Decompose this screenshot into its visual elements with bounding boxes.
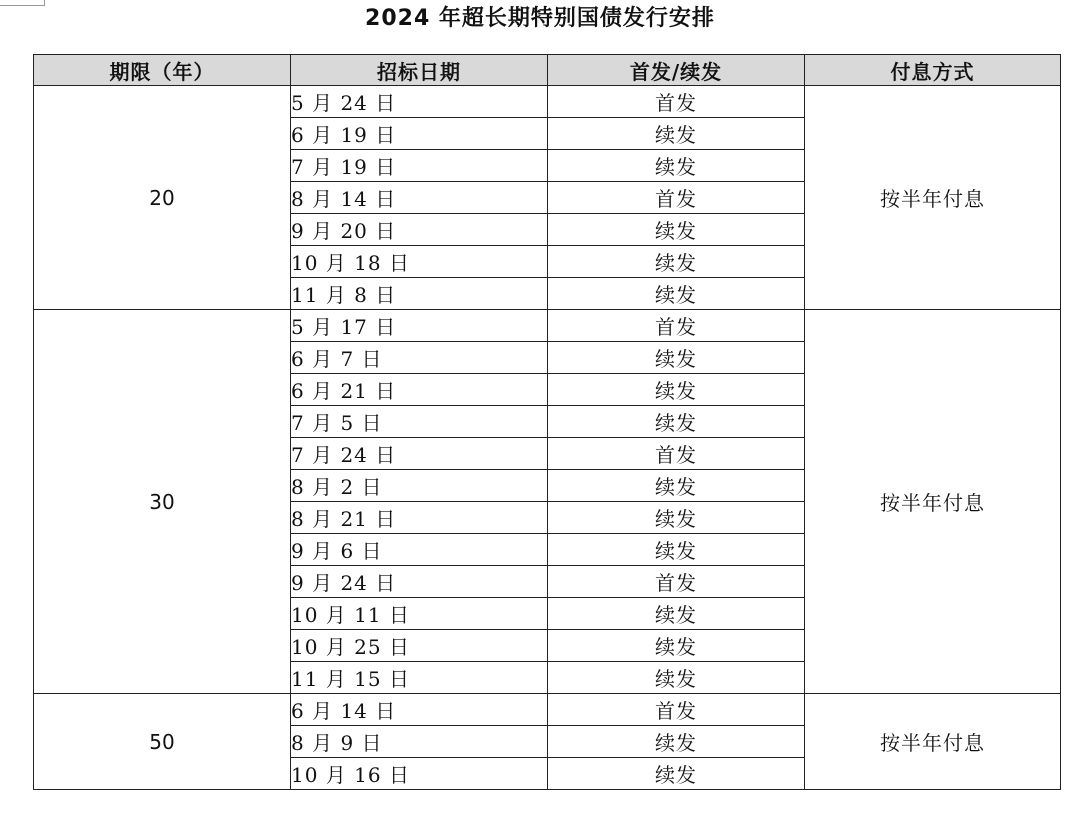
- auction-date-cell: 11 月 8 日: [291, 278, 548, 310]
- header-payment-method: 付息方式: [805, 55, 1061, 86]
- table-row: [34, 310, 1061, 342]
- table-row: [34, 86, 1061, 118]
- auction-date-cell: 10 月 16 日: [291, 758, 548, 790]
- issue-type-cell: 续发: [548, 246, 805, 278]
- payment-method-cell: 按半年付息: [805, 310, 1061, 694]
- auction-date-cell: 8 月 9 日: [291, 726, 548, 758]
- issue-type-cell: 续发: [548, 630, 805, 662]
- issue-type-cell: 首发: [548, 438, 805, 470]
- issue-type-cell: 续发: [548, 278, 805, 310]
- issue-type-cell: 续发: [548, 150, 805, 182]
- table-body: [34, 86, 1061, 790]
- auction-date-cell: 10 月 18 日: [291, 246, 548, 278]
- auction-date-cell: 7 月 24 日: [291, 438, 548, 470]
- issue-type-cell: 续发: [548, 470, 805, 502]
- auction-date-cell: 6 月 19 日: [291, 118, 548, 150]
- term-cell: 20: [34, 86, 291, 310]
- header-auction-date: 招标日期: [291, 55, 548, 86]
- auction-date-cell: 10 月 25 日: [291, 630, 548, 662]
- auction-date-cell: 9 月 24 日: [291, 566, 548, 598]
- auction-date-cell: 7 月 5 日: [291, 406, 548, 438]
- issue-type-cell: 续发: [548, 758, 805, 790]
- table-header-row: [34, 55, 1061, 86]
- issue-type-cell: 续发: [548, 598, 805, 630]
- issue-type-cell: 首发: [548, 566, 805, 598]
- auction-date-cell: 8 月 2 日: [291, 470, 548, 502]
- auction-date-cell: 7 月 19 日: [291, 150, 548, 182]
- bond-issuance-table: [33, 54, 1061, 790]
- issue-type-cell: 续发: [548, 726, 805, 758]
- auction-date-cell: 8 月 14 日: [291, 182, 548, 214]
- issue-type-cell: 续发: [548, 662, 805, 694]
- auction-date-cell: 6 月 14 日: [291, 694, 548, 726]
- payment-method-cell: 按半年付息: [805, 86, 1061, 310]
- payment-method-cell: 按半年付息: [805, 694, 1061, 790]
- auction-date-cell: 10 月 11 日: [291, 598, 548, 630]
- issue-type-cell: 续发: [548, 214, 805, 246]
- auction-date-cell: 9 月 6 日: [291, 534, 548, 566]
- issue-type-cell: 首发: [548, 182, 805, 214]
- auction-date-cell: 8 月 21 日: [291, 502, 548, 534]
- issue-type-cell: 续发: [548, 534, 805, 566]
- auction-date-cell: 6 月 7 日: [291, 342, 548, 374]
- term-cell: 30: [34, 310, 291, 694]
- header-issue-type: 首发/续发: [548, 55, 805, 86]
- auction-date-cell: 11 月 15 日: [291, 662, 548, 694]
- auction-date-cell: 5 月 24 日: [291, 86, 548, 118]
- auction-date-cell: 6 月 21 日: [291, 374, 548, 406]
- term-cell: 50: [34, 694, 291, 790]
- document-title: 2024 年超长期特别国债发行安排: [365, 6, 715, 31]
- auction-date-cell: 5 月 17 日: [291, 310, 548, 342]
- header-term: 期限（年）: [34, 55, 291, 86]
- issue-type-cell: 首发: [548, 694, 805, 726]
- issue-type-cell: 续发: [548, 406, 805, 438]
- auction-date-cell: 9 月 20 日: [291, 214, 548, 246]
- issue-type-cell: 续发: [548, 502, 805, 534]
- issue-type-cell: 续发: [548, 342, 805, 374]
- issue-type-cell: 首发: [548, 86, 805, 118]
- issue-type-cell: 续发: [548, 374, 805, 406]
- issue-type-cell: 首发: [548, 310, 805, 342]
- issue-type-cell: 续发: [548, 118, 805, 150]
- table-row: [34, 694, 1061, 726]
